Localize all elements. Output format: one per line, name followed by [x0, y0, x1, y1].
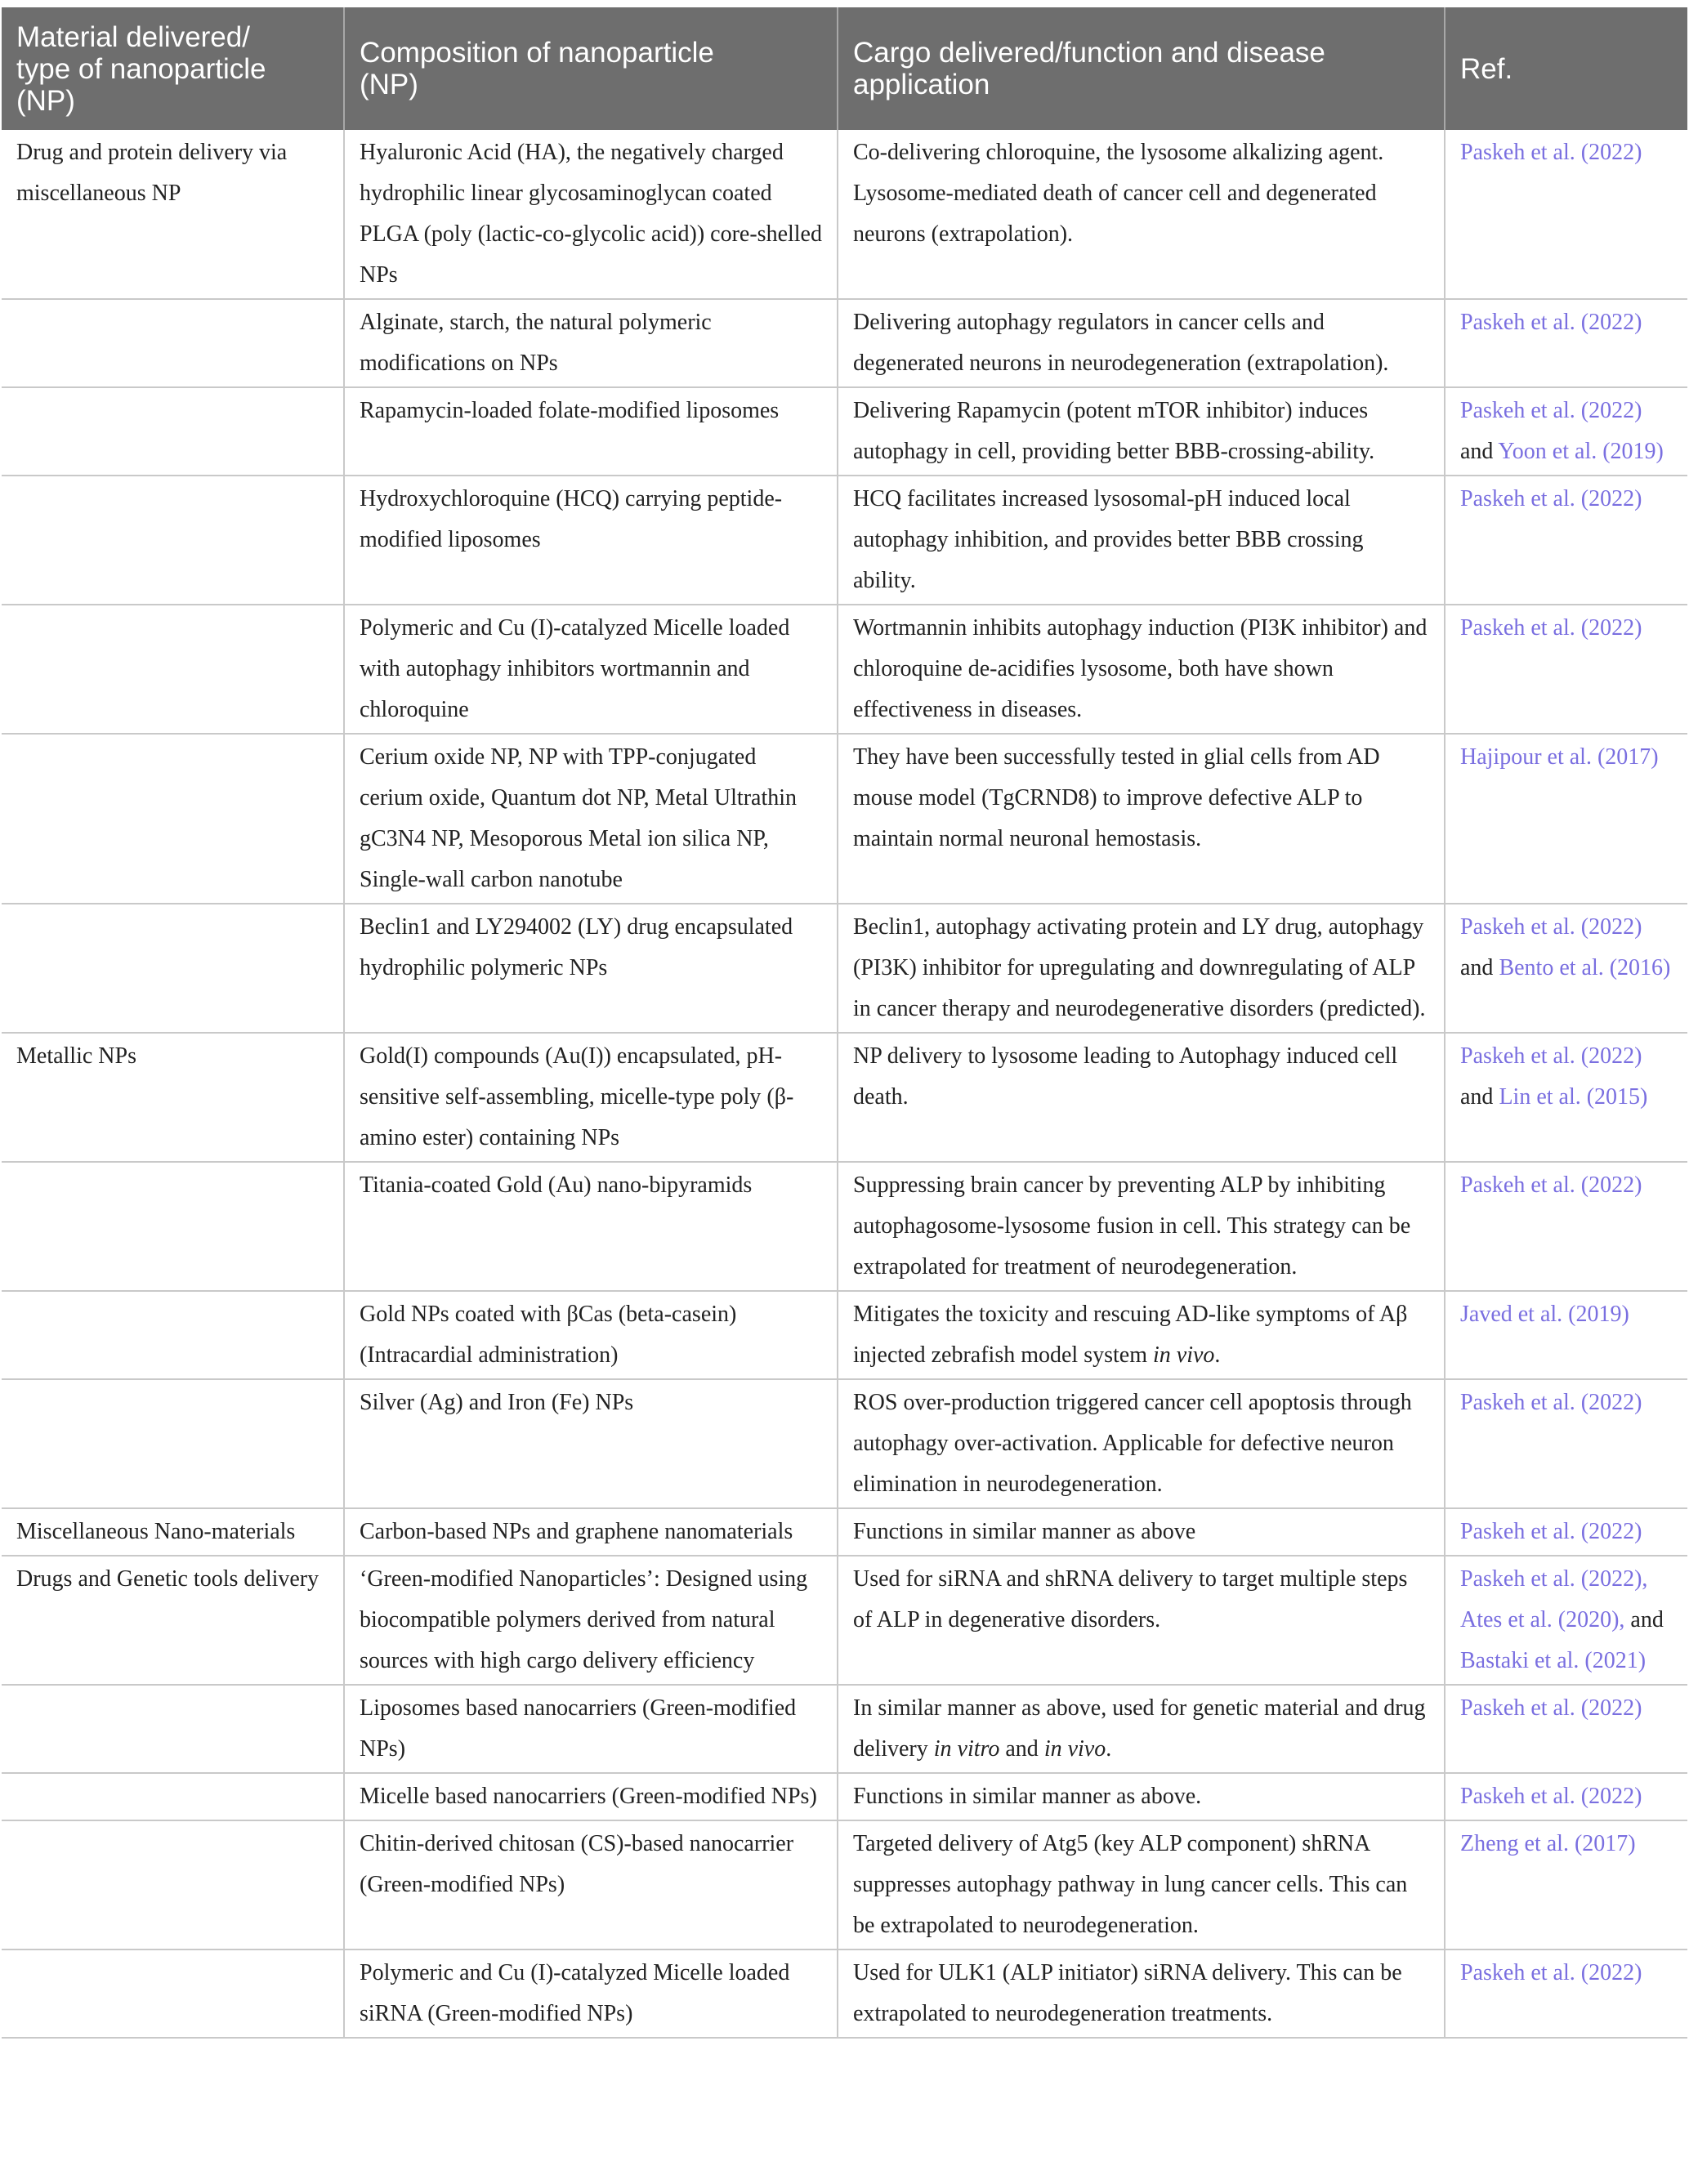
table-row [2, 1162, 1687, 1291]
cell-composition: Titania-coated Gold (Au) nano-bipyramids [344, 1162, 838, 1291]
reference-link[interactable]: Paskeh et al. (2022) [1460, 310, 1642, 335]
cell-composition: Beclin1 and LY294002 (LY) drug encapsulated hydrophilic polymeric NPs [344, 904, 838, 1033]
cell-cargo: Functions in similar manner as above [838, 1508, 1445, 1556]
cell-ref [1445, 1950, 1687, 2038]
table-row [2, 1685, 1687, 1773]
cell-composition: Silver (Ag) and Iron (Fe) NPs [344, 1379, 838, 1508]
cell-composition: Chitin-derived chitosan (CS)-based nanocarrier (Green-modified NPs) [344, 1820, 838, 1950]
cell-ref [1445, 1773, 1687, 1820]
reference-link[interactable]: Paskeh et al. (2022) [1460, 1784, 1642, 1809]
table-row [2, 1556, 1687, 1685]
reference-link[interactable]: Paskeh et al. (2022) [1460, 1390, 1642, 1415]
table-header-row [2, 7, 1687, 130]
table-row [2, 1820, 1687, 1950]
header-text: (NP) [360, 69, 418, 100]
header-text: Material delivered/ [16, 20, 250, 53]
cell-material [2, 1291, 344, 1379]
cell-ref [1445, 734, 1687, 904]
table-row [2, 1379, 1687, 1508]
cell-ref [1445, 387, 1687, 476]
cell-cargo: They have been successfully tested in glial cells from AD mouse model (TgCRND8) to improve defective ALP to maintain normal neuronal hemostasis. [838, 734, 1445, 904]
reference-link[interactable]: Paskeh et al. (2022) [1460, 140, 1642, 165]
reference-link[interactable]: Paskeh et al. (2022) [1460, 486, 1642, 511]
cell-composition: Carbon-based NPs and graphene nanomaterials [344, 1508, 838, 1556]
reference-link[interactable]: Zheng et al. (2017) [1460, 1831, 1636, 1856]
cell-ref [1445, 605, 1687, 734]
header-text: Ref. [1460, 52, 1513, 85]
cell-composition: Gold NPs coated with βCas (beta-casein) (Intracardial administration) [344, 1291, 838, 1379]
cell-material [2, 1685, 344, 1773]
header-ref [1445, 7, 1687, 130]
cell-ref [1445, 130, 1687, 299]
cell-composition: Hydroxychloroquine (HCQ) carrying peptide-modified liposomes [344, 476, 838, 605]
cell-ref [1445, 1379, 1687, 1508]
table-row [2, 476, 1687, 605]
table-row [2, 904, 1687, 1033]
header-material [2, 7, 344, 130]
cell-cargo: Mitigates the toxicity and rescuing AD-like symptoms of Aβ injected zebrafish model system in vivo. [838, 1291, 1445, 1379]
reference-connector: and [1624, 1607, 1664, 1632]
cell-cargo: Co-delivering chloroquine, the lysosome alkalizing agent. Lysosome-mediated death of cancer cell and degenerated neurons (extrapolation). [838, 130, 1445, 299]
cell-ref [1445, 1685, 1687, 1773]
cell-cargo: Suppressing brain cancer by preventing ALP by inhibiting autophagosome-lysosome fusion in cell. This strategy can be extrapolated for treatment of neurodegeneration. [838, 1162, 1445, 1291]
cell-material [2, 1820, 344, 1950]
cell-material [2, 605, 344, 734]
cell-material: Drug and protein delivery via miscellaneous NP [2, 130, 344, 299]
reference-link[interactable]: Paskeh et al. (2022) [1460, 1043, 1642, 1069]
cell-material: Miscellaneous Nano-materials [2, 1508, 344, 1556]
header-text: type of nanoparticle [16, 52, 266, 85]
reference-link[interactable]: Yoon et al. (2019) [1498, 439, 1664, 464]
cell-composition: Cerium oxide NP, NP with TPP-conjugated cerium oxide, Quantum dot NP, Metal Ultrathin gC3N4 NP, Mesoporous Metal ion silica NP, Single-wall carbon nanotube [344, 734, 838, 904]
cell-ref [1445, 904, 1687, 1033]
cell-cargo: NP delivery to lysosome leading to Autophagy induced cell death. [838, 1033, 1445, 1162]
reference-link[interactable]: Paskeh et al. (2022) [1460, 1172, 1642, 1198]
cell-composition: Hyaluronic Acid (HA), the negatively charged hydrophilic linear glycosaminoglycan coated PLGA (poly (lactic-co-glycolic acid)) core-shelled NPs [344, 130, 838, 299]
header-cargo [838, 7, 1445, 130]
cell-cargo: In similar manner as above, used for genetic material and drug delivery in vitro and in vivo. [838, 1685, 1445, 1773]
cell-material [2, 1950, 344, 2038]
reference-link[interactable]: Paskeh et al. (2022) [1460, 1695, 1642, 1721]
cell-cargo: Used for ULK1 (ALP initiator) siRNA delivery. This can be extrapolated to neurodegeneration treatments. [838, 1950, 1445, 2038]
cell-ref [1445, 1291, 1687, 1379]
reference-link[interactable]: Bento et al. (2016) [1499, 955, 1671, 980]
cell-ref [1445, 299, 1687, 387]
table-row [2, 1773, 1687, 1820]
table-row [2, 387, 1687, 476]
cell-cargo: Delivering autophagy regulators in cancer cells and degenerated neurons in neurodegeneration (extrapolation). [838, 299, 1445, 387]
table-row [2, 1950, 1687, 2038]
table-row [2, 734, 1687, 904]
cell-material: Drugs and Genetic tools delivery [2, 1556, 344, 1685]
cell-cargo: Delivering Rapamycin (potent mTOR inhibitor) induces autophagy in cell, providing better BBB-crossing-ability. [838, 387, 1445, 476]
cell-material [2, 1773, 344, 1820]
reference-link[interactable]: Paskeh et al. (2022) [1460, 914, 1642, 940]
cell-cargo: Wortmannin inhibits autophagy induction (PI3K inhibitor) and chloroquine de-acidifies lysosome, both have shown effectiveness in diseases. [838, 605, 1445, 734]
header-text: application [853, 69, 990, 100]
cell-ref [1445, 1556, 1687, 1685]
reference-link[interactable]: Ates et al. (2020), [1460, 1607, 1625, 1632]
table-row [2, 299, 1687, 387]
cell-cargo: Functions in similar manner as above. [838, 1773, 1445, 1820]
cell-composition: Gold(I) compounds (Au(I)) encapsulated, pH-sensitive self-assembling, micelle-type poly (β-amino ester) containing NPs [344, 1033, 838, 1162]
cell-material [2, 299, 344, 387]
reference-link[interactable]: Paskeh et al. (2022) [1460, 1960, 1642, 1985]
cell-cargo: HCQ facilitates increased lysosomal-pH induced local autophagy inhibition, and provides better BBB crossing ability. [838, 476, 1445, 605]
cell-ref [1445, 1162, 1687, 1291]
cell-ref [1445, 1033, 1687, 1162]
reference-link[interactable]: Bastaki et al. (2021) [1460, 1648, 1647, 1673]
reference-link[interactable]: Hajipour et al. (2017) [1460, 744, 1659, 770]
cell-composition: Alginate, starch, the natural polymeric modifications on NPs [344, 299, 838, 387]
header-text: (NP) [16, 84, 75, 117]
table-row [2, 1033, 1687, 1162]
cell-material [2, 1379, 344, 1508]
table-row [2, 605, 1687, 734]
cell-material [2, 476, 344, 605]
cell-composition: Liposomes based nanocarriers (Green-modified NPs) [344, 1685, 838, 1773]
header-text: Composition of nanoparticle [360, 37, 714, 69]
reference-link[interactable]: Lin et al. (2015) [1499, 1084, 1648, 1110]
cell-cargo: ROS over-production triggered cancer cell apoptosis through autophagy over-activation. Applicable for defective neuron elimination in neurodegeneration. [838, 1379, 1445, 1508]
reference-link[interactable]: Paskeh et al. (2022) [1460, 615, 1642, 641]
header-composition [344, 7, 838, 130]
header-text: Cargo delivered/function and disease [853, 37, 1325, 69]
cell-cargo: Targeted delivery of Atg5 (key ALP component) shRNA suppresses autophagy pathway in lung cancer cells. This can be extrapolated to neurodegeneration. [838, 1820, 1445, 1950]
cell-composition: Micelle based nanocarriers (Green-modified NPs) [344, 1773, 838, 1820]
table-row [2, 130, 1687, 299]
cell-cargo: Used for siRNA and shRNA delivery to target multiple steps of ALP in degenerative disorders. [838, 1556, 1445, 1685]
reference-link[interactable]: Javed et al. (2019) [1460, 1302, 1629, 1327]
cell-material [2, 734, 344, 904]
cell-ref [1445, 476, 1687, 605]
cell-ref [1445, 1820, 1687, 1950]
reference-link[interactable]: Paskeh et al. (2022) [1460, 1519, 1642, 1544]
cell-composition: Rapamycin-loaded folate-modified liposomes [344, 387, 838, 476]
cell-material [2, 904, 344, 1033]
reference-connector: and [1460, 955, 1499, 980]
reference-connector: and [1460, 439, 1499, 464]
cell-material [2, 387, 344, 476]
reference-link[interactable]: Paskeh et al. (2022), [1460, 1566, 1648, 1592]
reference-connector: and [1460, 1084, 1499, 1110]
cell-cargo: Beclin1, autophagy activating protein and LY drug, autophagy (PI3K) inhibitor for upregulating and downregulating of ALP in cancer therapy and neurodegenerative disorders (predicted). [838, 904, 1445, 1033]
cell-composition: Polymeric and Cu (I)-catalyzed Micelle loaded siRNA (Green-modified NPs) [344, 1950, 838, 2038]
cell-material: Metallic NPs [2, 1033, 344, 1162]
table-row [2, 1291, 1687, 1379]
cell-composition: Polymeric and Cu (I)-catalyzed Micelle loaded with autophagy inhibitors wortmannin and chloroquine [344, 605, 838, 734]
cell-material [2, 1162, 344, 1291]
table-row [2, 1508, 1687, 1556]
cell-ref [1445, 1508, 1687, 1556]
cell-composition: ‘Green-modified Nanoparticles’: Designed using biocompatible polymers derived from natural sources with high cargo delivery efficiency [344, 1556, 838, 1685]
reference-link[interactable]: Paskeh et al. (2022) [1460, 398, 1642, 423]
table-body [2, 130, 1687, 2038]
nanoparticle-table [2, 7, 1687, 2039]
